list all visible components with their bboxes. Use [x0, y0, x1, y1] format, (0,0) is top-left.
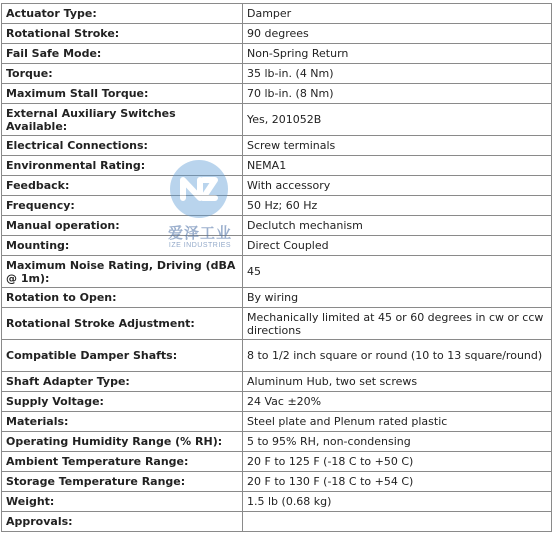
spec-value: With accessory — [243, 176, 552, 196]
table-row — [2, 432, 552, 452]
spec-label: Rotational Stroke: — [2, 24, 243, 44]
table-row — [2, 64, 552, 84]
spec-value: 35 lb-in. (4 Nm) — [243, 64, 552, 84]
spec-label: Approvals: — [2, 512, 243, 532]
spec-label: Environmental Rating: — [2, 156, 243, 176]
spec-label: Supply Voltage: — [2, 392, 243, 412]
table-row — [2, 136, 552, 156]
spec-label: Electrical Connections: — [2, 136, 243, 156]
spec-label: Ambient Temperature Range: — [2, 452, 243, 472]
spec-value: Aluminum Hub, two set screws — [243, 372, 552, 392]
spec-value: 20 F to 130 F (-18 C to +54 C) — [243, 472, 552, 492]
spec-value: 45 — [243, 256, 552, 288]
spec-value: Yes, 201052B — [243, 104, 552, 136]
spec-label: Actuator Type: — [2, 4, 243, 24]
spec-value: 50 Hz; 60 Hz — [243, 196, 552, 216]
table-row — [2, 340, 552, 372]
spec-value: NEMA1 — [243, 156, 552, 176]
spec-label: Torque: — [2, 64, 243, 84]
spec-label: Shaft Adapter Type: — [2, 372, 243, 392]
spec-label: Frequency: — [2, 196, 243, 216]
table-row — [2, 44, 552, 64]
watermark-en-text: IZE INDUSTRIES — [168, 242, 232, 249]
table-row — [2, 84, 552, 104]
table-row — [2, 24, 552, 44]
spec-value: By wiring — [243, 288, 552, 308]
spec-value: Screw terminals — [243, 136, 552, 156]
table-row — [2, 492, 552, 512]
spec-label: External Auxiliary Switches Available: — [2, 104, 243, 136]
table-row — [2, 308, 552, 340]
spec-label: Manual operation: — [2, 216, 243, 236]
spec-label: Rotation to Open: — [2, 288, 243, 308]
table-row — [2, 512, 552, 532]
spec-value: 70 lb-in. (8 Nm) — [243, 84, 552, 104]
spec-label: Feedback: — [2, 176, 243, 196]
spec-label: Fail Safe Mode: — [2, 44, 243, 64]
spec-value: 5 to 95% RH, non-condensing — [243, 432, 552, 452]
spec-table — [1, 3, 552, 532]
table-row — [2, 256, 552, 288]
spec-label: Weight: — [2, 492, 243, 512]
table-row — [2, 176, 552, 196]
table-row — [2, 372, 552, 392]
table-row — [2, 156, 552, 176]
spec-value: 1.5 lb (0.68 kg) — [243, 492, 552, 512]
spec-value — [243, 512, 552, 532]
spec-label: Rotational Stroke Adjustment: — [2, 308, 243, 340]
table-row — [2, 216, 552, 236]
spec-value: 8 to 1/2 inch square or round (10 to 13 square/round) — [243, 340, 552, 372]
spec-value: 24 Vac ±20% — [243, 392, 552, 412]
table-row — [2, 392, 552, 412]
watermark-cn-text: 爱泽工业 — [167, 224, 232, 242]
spec-value: Non-Spring Return — [243, 44, 552, 64]
spec-value: Damper — [243, 4, 552, 24]
spec-value: 90 degrees — [243, 24, 552, 44]
table-row — [2, 196, 552, 216]
spec-label: Materials: — [2, 412, 243, 432]
table-row — [2, 452, 552, 472]
table-row — [2, 412, 552, 432]
table-row — [2, 4, 552, 24]
spec-label: Maximum Noise Rating, Driving (dBA @ 1m): — [2, 256, 243, 288]
spec-label: Maximum Stall Torque: — [2, 84, 243, 104]
table-row — [2, 104, 552, 136]
spec-label: Storage Temperature Range: — [2, 472, 243, 492]
spec-value: Steel plate and Plenum rated plastic — [243, 412, 552, 432]
spec-value: 20 F to 125 F (-18 C to +50 C) — [243, 452, 552, 472]
spec-value: Direct Coupled — [243, 236, 552, 256]
spec-value: Declutch mechanism — [243, 216, 552, 236]
spec-label: Operating Humidity Range (% RH): — [2, 432, 243, 452]
spec-label: Mounting: — [2, 236, 243, 256]
spec-label: Compatible Damper Shafts: — [2, 340, 243, 372]
table-row — [2, 472, 552, 492]
table-row — [2, 236, 552, 256]
spec-table-body — [2, 4, 552, 532]
table-row — [2, 288, 552, 308]
spec-value: Mechanically limited at 45 or 60 degrees in cw or ccw directions — [243, 308, 552, 340]
